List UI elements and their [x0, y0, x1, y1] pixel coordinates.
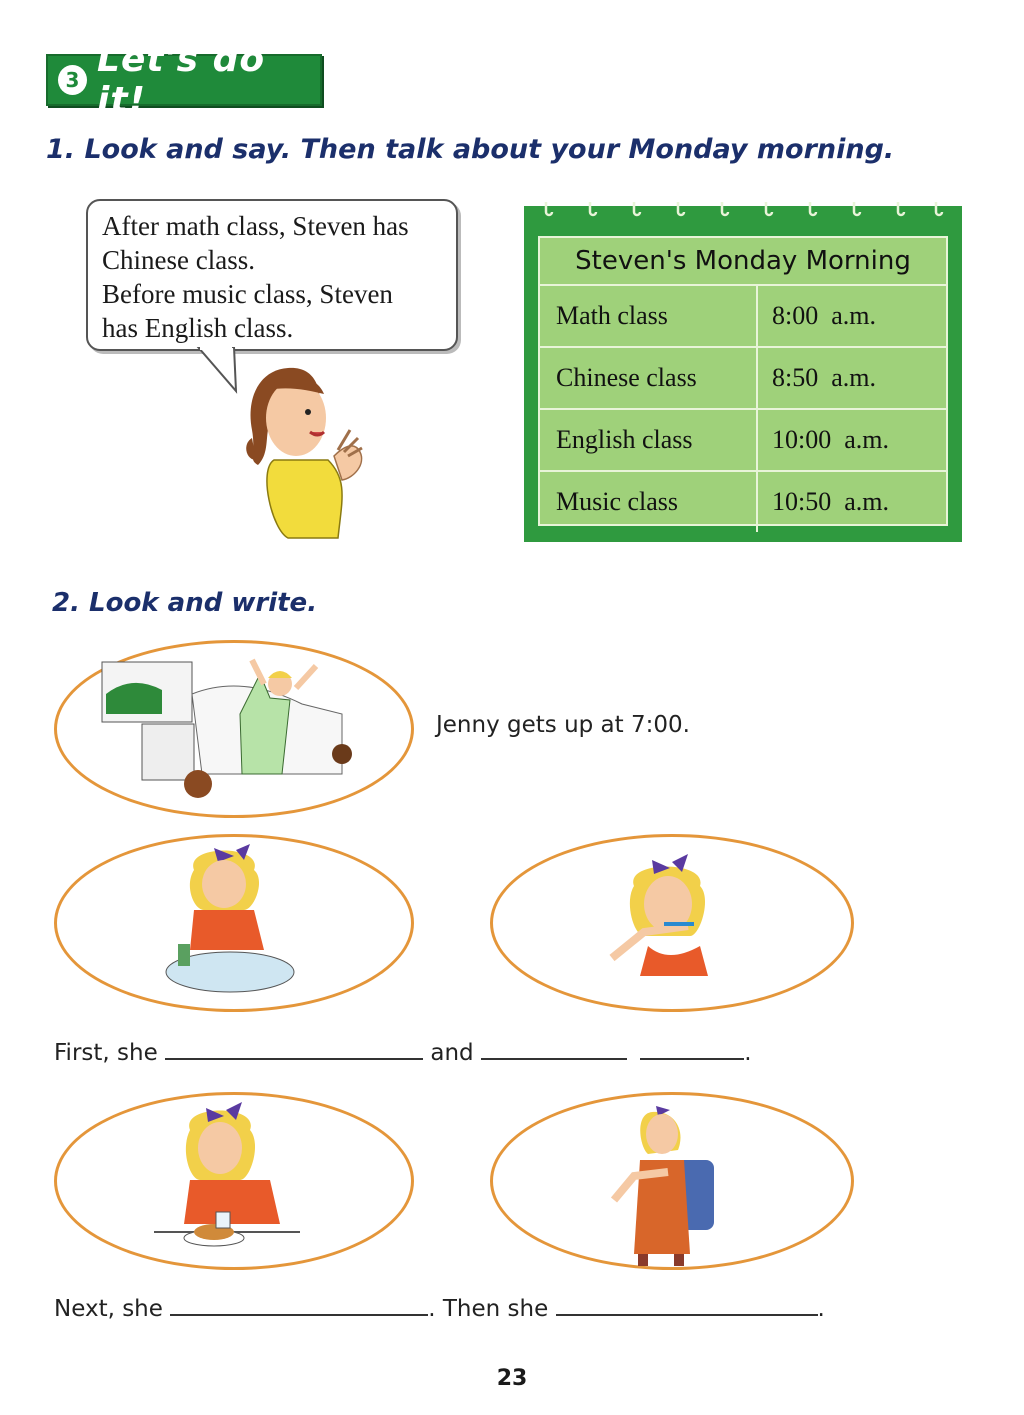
answer-blank[interactable]: [170, 1292, 428, 1316]
sentence-end: .: [744, 1040, 752, 1066]
binder-rings-icon: [538, 198, 948, 226]
section-title: Let's do it!: [97, 39, 266, 121]
page-number: 23: [496, 1366, 528, 1391]
speech-bubble: [86, 199, 458, 351]
jenny-washing-face-illustration: [154, 840, 314, 1000]
section-badge: [46, 39, 322, 121]
speech-line: After math class, Steven has: [102, 211, 409, 241]
answer-blank[interactable]: [481, 1036, 627, 1060]
schedule-subject: Chinese class: [540, 348, 758, 408]
sentence-start: Next, she: [54, 1296, 163, 1322]
answer-blank[interactable]: [165, 1036, 423, 1060]
task2-heading: 2. Look and write.: [52, 588, 318, 618]
sentence-middle: and: [430, 1040, 474, 1066]
schedule-title: Steven's Monday Morning: [540, 238, 946, 286]
schedule-time: 8:00 a.m.: [772, 301, 876, 330]
schedule-time: 10:50 a.m.: [772, 487, 889, 516]
table-row: [540, 348, 946, 410]
schedule-subject: Music class: [540, 472, 758, 532]
table-row: [540, 410, 946, 472]
example-sentence: Jenny gets up at 7:00.: [436, 712, 690, 738]
sentence-line-1: [54, 1036, 752, 1066]
jenny-with-backpack-illustration: [604, 1100, 724, 1270]
schedule-board: [524, 206, 962, 542]
speech-line: Before music class, Steven: [102, 279, 393, 309]
speech-line: has English class.: [102, 313, 294, 343]
girl-speaking-illustration: [238, 360, 378, 545]
sentence-line-2: [54, 1292, 825, 1322]
jenny-getting-up-illustration: [92, 654, 372, 814]
section-number: 3: [58, 65, 87, 95]
speech-line: Chinese class.: [102, 245, 255, 275]
jenny-eating-breakfast-illustration: [150, 1100, 320, 1260]
table-row: [540, 472, 946, 532]
schedule-time: 10:00 a.m.: [772, 425, 889, 454]
table-row: [540, 286, 946, 348]
schedule-subject: English class: [540, 410, 758, 470]
schedule-time: 8:50 a.m.: [772, 363, 876, 392]
schedule-subject: Math class: [540, 286, 758, 346]
task1-heading: 1. Look and say. Then talk about your Monday morning.: [46, 134, 895, 165]
sentence-end: .: [817, 1296, 825, 1322]
answer-blank[interactable]: [556, 1292, 818, 1316]
jenny-brushing-teeth-illustration: [604, 846, 734, 986]
answer-blank[interactable]: [640, 1036, 744, 1060]
sentence-start: First, she: [54, 1040, 158, 1066]
sentence-middle: . Then she: [428, 1296, 549, 1322]
schedule-table: [538, 236, 948, 526]
